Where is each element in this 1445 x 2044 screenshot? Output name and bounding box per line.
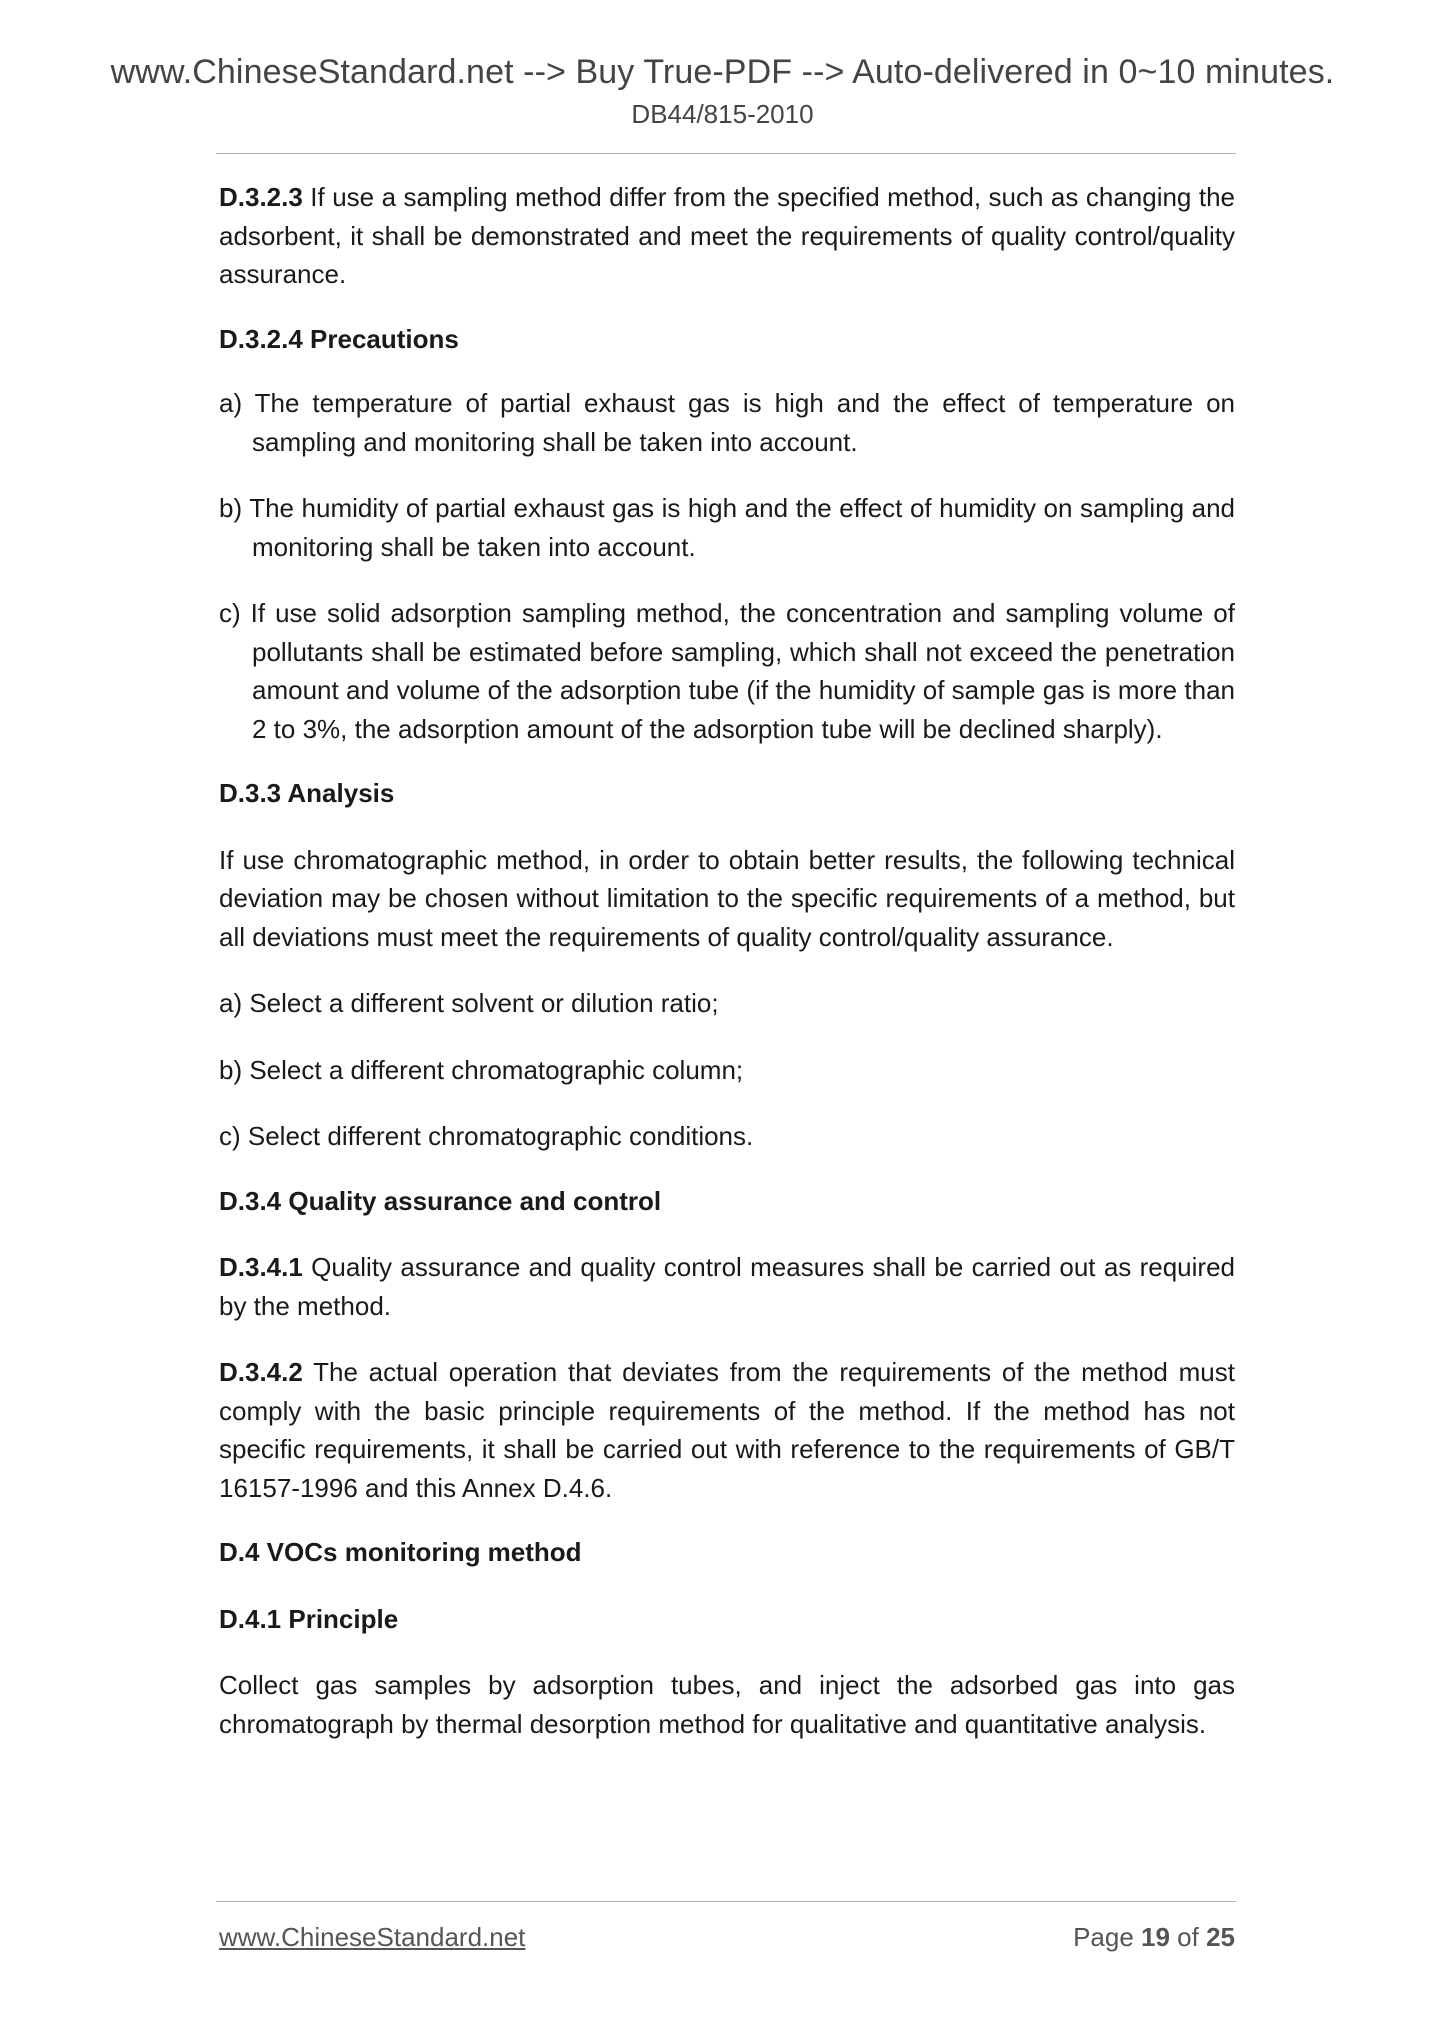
header-divider xyxy=(216,153,1236,154)
page-header xyxy=(0,52,1445,130)
clause-d-3-2-3 xyxy=(219,178,1235,294)
header-banner[interactable]: www.ChineseStandard.net --> Buy True-PDF --> Auto-delivered in 0~10 minutes. xyxy=(110,53,1335,91)
list-item: a) Select a different solvent or dilution ratio; xyxy=(219,988,719,1018)
clause-text: If use a sampling method differ from the specified method, such as changing the adsorbent, it shall be demonstrated and meet the requirements of quality control/quality assurance. xyxy=(219,182,1235,289)
list-item: c) Select different chromatographic conditions. xyxy=(219,1121,754,1151)
clause-d-3-4-1 xyxy=(219,1248,1235,1325)
heading-quality-assurance: D.3.4 Quality assurance and control xyxy=(219,1185,662,1216)
clause-number: D.3.4.2 xyxy=(219,1357,303,1387)
principle-text: Collect gas samples by adsorption tubes, and inject the adsorbed gas into gas chromatograph by thermal desorption method for qualitative and quantitative analysis. xyxy=(219,1670,1235,1739)
clause-text: Quality assurance and quality control measures shall be carried out as required by the method. xyxy=(219,1252,1235,1321)
analysis-intro: If use chromatographic method, in order to obtain better results, the following technical deviation may be chosen without limitation to the specific requirements of a method, but all deviations must meet the requirements of quality control/quality assurance. xyxy=(219,844,1235,952)
document-code: DB44/815-2010 xyxy=(631,99,814,129)
page-total: 25 xyxy=(1206,1922,1235,1952)
clause-text: The actual operation that deviates from the requirements of the method must comply with the basic principle requirements of the method. If the method has not specific requirements, it shall be carried out with reference to the requirements of GB/T 16157-1996 and this Annex D.4.6. xyxy=(219,1357,1235,1503)
clause-number: D.3.4.1 xyxy=(219,1252,303,1282)
clause-d-3-4-2 xyxy=(219,1353,1235,1507)
footer-divider xyxy=(216,1901,1236,1902)
page-word: Page xyxy=(1073,1922,1142,1952)
clause-number: D.3.2.3 xyxy=(219,182,303,212)
list-item: c) If use solid adsorption sampling method, the concentration and sampling volume of pollutants shall be estimated before sampling, which shall not exceed the penetration amount and volume of the adsorption tube (if the humidity of sample gas is more than 2 to 3%, the adsorption amount of the adsorption tube will be declined sharply). xyxy=(219,598,1235,744)
page-footer xyxy=(219,1920,1235,1954)
heading-vocs-method: D.4 VOCs monitoring method xyxy=(219,1537,582,1567)
list-item: b) Select a different chromatographic column; xyxy=(219,1054,744,1085)
page-of: of xyxy=(1169,1922,1207,1952)
heading-analysis: D.3.3 Analysis xyxy=(219,778,395,808)
page-number xyxy=(1073,1920,1235,1954)
list-item: b) The humidity of partial exhaust gas is high and the effect of humidity on sampling and monitoring shall be taken into account. xyxy=(219,493,1235,562)
footer-website-link[interactable]: www.ChineseStandard.net xyxy=(219,1922,526,1952)
heading-principle: D.4.1 Principle xyxy=(219,1603,399,1634)
page-content xyxy=(219,178,1235,1743)
heading-precautions: D.3.2.4 Precautions xyxy=(219,323,459,354)
list-item: a) The temperature of partial exhaust gas is high and the effect of temperature on sampling and monitoring shall be taken into account. xyxy=(219,388,1235,457)
page-current: 19 xyxy=(1141,1922,1170,1952)
